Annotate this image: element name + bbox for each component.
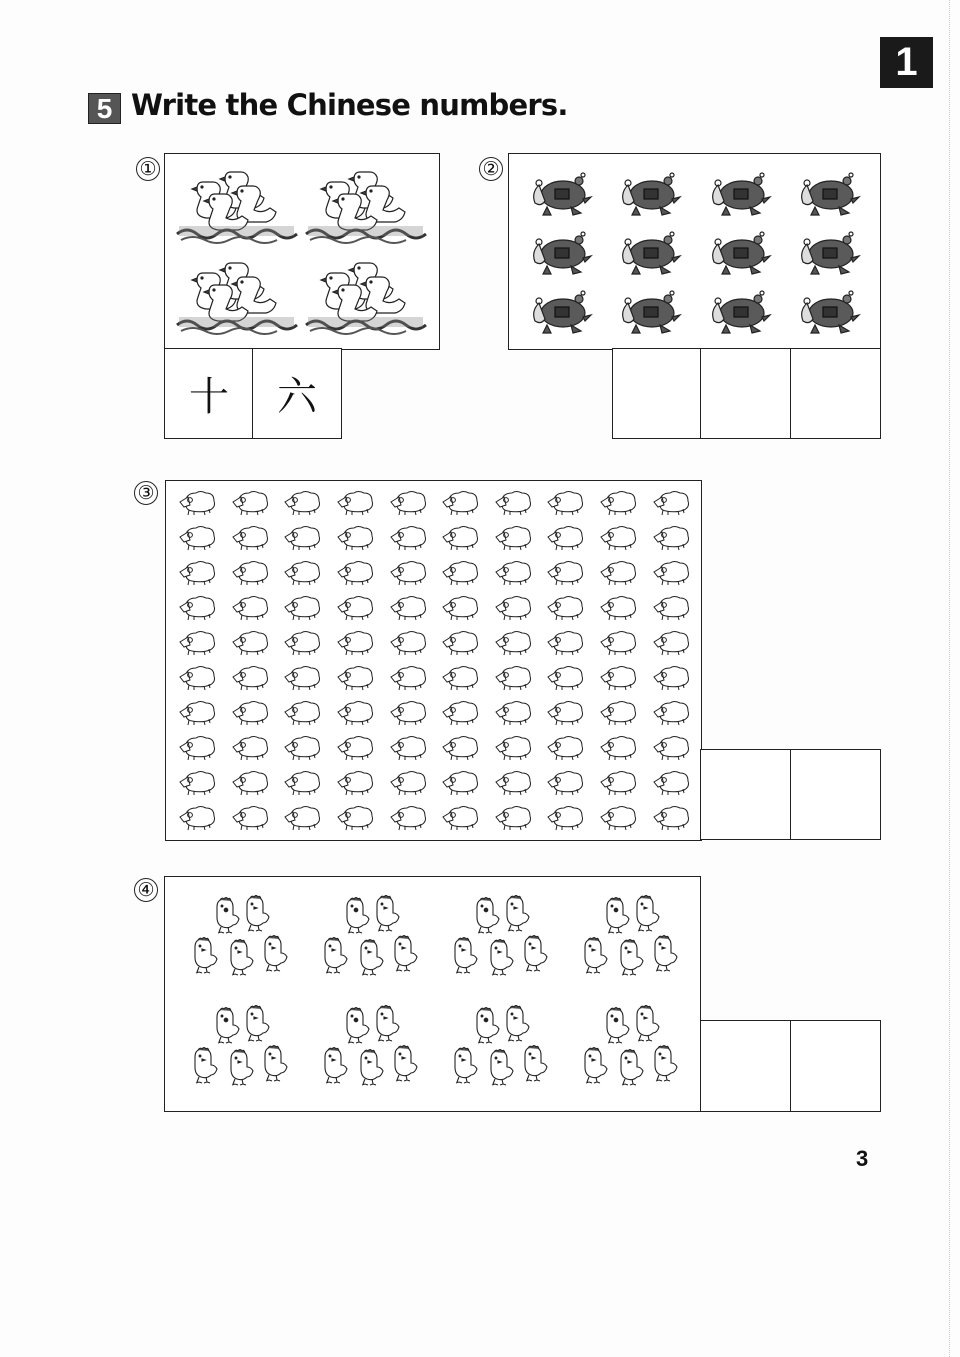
sheep-icon [170,520,223,555]
sheep-icon [433,730,486,765]
sheep-icon [223,485,276,520]
sheep-icon [591,695,644,730]
question-3-picture [165,480,702,841]
sheep-icon [328,520,381,555]
sheep-icon [591,765,644,800]
question-1-number: ① [136,157,160,181]
chick-group-icon [433,885,563,995]
turtle-icon [605,164,695,223]
sheep-icon [170,800,223,835]
question-3-answer-box-2[interactable] [790,749,881,840]
sheep-icon [433,555,486,590]
sheep-icon [223,520,276,555]
exercise-number-badge: 5 [88,93,121,124]
duck-groups [173,160,431,342]
sheep-icon [591,800,644,835]
sheep-icon [591,485,644,520]
exercise-title: Write the Chinese numbers. [131,88,568,122]
question-2-answer-box-1[interactable] [612,348,702,439]
sheep-icon [538,730,591,765]
sheep-icon [380,660,433,695]
turtle-icon [694,223,784,282]
sheep-icon [538,555,591,590]
sheep-icon [223,590,276,625]
question-2-answer-box-2[interactable] [700,348,792,439]
sheep-icon [380,765,433,800]
sheep-icon [643,800,696,835]
question-4-number: ④ [134,878,158,902]
chick-group-icon [303,995,433,1105]
sheep-icon [643,590,696,625]
sheep-icon [275,695,328,730]
sheep-icon [486,485,539,520]
sheep-icon [591,590,644,625]
sheep-icon [380,520,433,555]
turtle-icon [515,223,605,282]
sheep-icon [643,660,696,695]
sheep-icon [486,590,539,625]
sheep-icon [591,520,644,555]
sheep-icon [486,800,539,835]
sheep-icon [380,730,433,765]
duck-group-icon [173,251,302,342]
sheep-icon [433,520,486,555]
sheep-icon [538,660,591,695]
sheep-icon [486,660,539,695]
sheep-icon [591,730,644,765]
sheep-icon [643,520,696,555]
question-2-picture [508,153,881,350]
sheep-icon [170,695,223,730]
sheep-icon [538,695,591,730]
sheep-icon [170,625,223,660]
chick-group-icon [563,995,693,1105]
question-4-answer-box-1[interactable] [700,1020,792,1112]
sheep-icon [538,485,591,520]
sheep-icon [591,625,644,660]
sheep-icon [328,660,381,695]
sheep-icon [643,695,696,730]
sheep-icon [275,590,328,625]
sheep-icon [538,800,591,835]
sheep-icon [486,765,539,800]
sheep-icon [486,695,539,730]
question-2-answer-box-3[interactable] [790,348,881,439]
page-edge [948,0,950,1357]
sheep-icon [223,765,276,800]
sheep-icon [223,695,276,730]
sheep-icon [328,555,381,590]
sheep-icon [643,765,696,800]
sheep-icon [328,590,381,625]
question-4-picture [164,876,701,1112]
sheep-icon [538,625,591,660]
sheep-icon [223,730,276,765]
sheep-icon [275,625,328,660]
sheep-icon [486,730,539,765]
sheep-icon [433,485,486,520]
sheep-icon [591,660,644,695]
turtle-icon [515,164,605,223]
sheep-icon [433,695,486,730]
sheep-icon [433,765,486,800]
sheep-icon [433,660,486,695]
sheep-icon [380,590,433,625]
sheep-icon [538,590,591,625]
unit-badge: 1 [880,37,933,88]
sheep-grid [170,485,696,835]
question-1-picture [164,153,440,350]
sheep-icon [380,555,433,590]
sheep-icon [223,800,276,835]
turtle-icon [605,283,695,342]
sheep-icon [170,590,223,625]
sheep-icon [380,695,433,730]
sheep-icon [380,625,433,660]
question-2-number: ② [479,157,503,181]
sheep-icon [433,590,486,625]
sheep-icon [328,625,381,660]
chick-group-icon [433,995,563,1105]
sheep-icon [275,800,328,835]
page-number: 3 [856,1146,869,1171]
sheep-icon [328,765,381,800]
sheep-icon [170,730,223,765]
question-3-number: ③ [134,481,158,505]
sheep-icon [170,765,223,800]
chick-groups [173,885,693,1105]
question-1-answer-box-2[interactable]: 六 [252,348,342,439]
turtle-grid [515,164,873,342]
turtle-icon [784,164,874,223]
sheep-icon [380,485,433,520]
duck-group-icon [302,251,431,342]
sheep-icon [275,730,328,765]
sheep-icon [486,555,539,590]
sheep-icon [433,625,486,660]
sheep-icon [223,660,276,695]
sheep-icon [328,800,381,835]
sheep-icon [275,555,328,590]
chick-group-icon [173,995,303,1105]
sheep-icon [275,765,328,800]
question-3-answer-box-1[interactable] [700,749,792,840]
turtle-icon [694,283,784,342]
sheep-icon [328,695,381,730]
sheep-icon [538,520,591,555]
sheep-icon [643,485,696,520]
sheep-icon [486,520,539,555]
sheep-icon [170,485,223,520]
chick-group-icon [303,885,433,995]
sheep-icon [380,800,433,835]
turtle-icon [784,223,874,282]
duck-group-icon [302,160,431,251]
turtle-icon [605,223,695,282]
sheep-icon [223,625,276,660]
duck-group-icon [173,160,302,251]
sheep-icon [328,485,381,520]
chick-group-icon [563,885,693,995]
sheep-icon [591,555,644,590]
sheep-icon [275,660,328,695]
sheep-icon [328,730,381,765]
sheep-icon [538,765,591,800]
sheep-icon [170,660,223,695]
question-1-answer-box-1[interactable]: 十 [164,348,254,439]
sheep-icon [223,555,276,590]
question-4-answer-box-2[interactable] [790,1020,881,1112]
sheep-icon [643,625,696,660]
sheep-icon [275,520,328,555]
turtle-icon [515,283,605,342]
sheep-icon [486,625,539,660]
sheep-icon [643,730,696,765]
sheep-icon [275,485,328,520]
turtle-icon [694,164,784,223]
turtle-icon [784,283,874,342]
sheep-icon [433,800,486,835]
chick-group-icon [173,885,303,995]
sheep-icon [643,555,696,590]
sheep-icon [170,555,223,590]
